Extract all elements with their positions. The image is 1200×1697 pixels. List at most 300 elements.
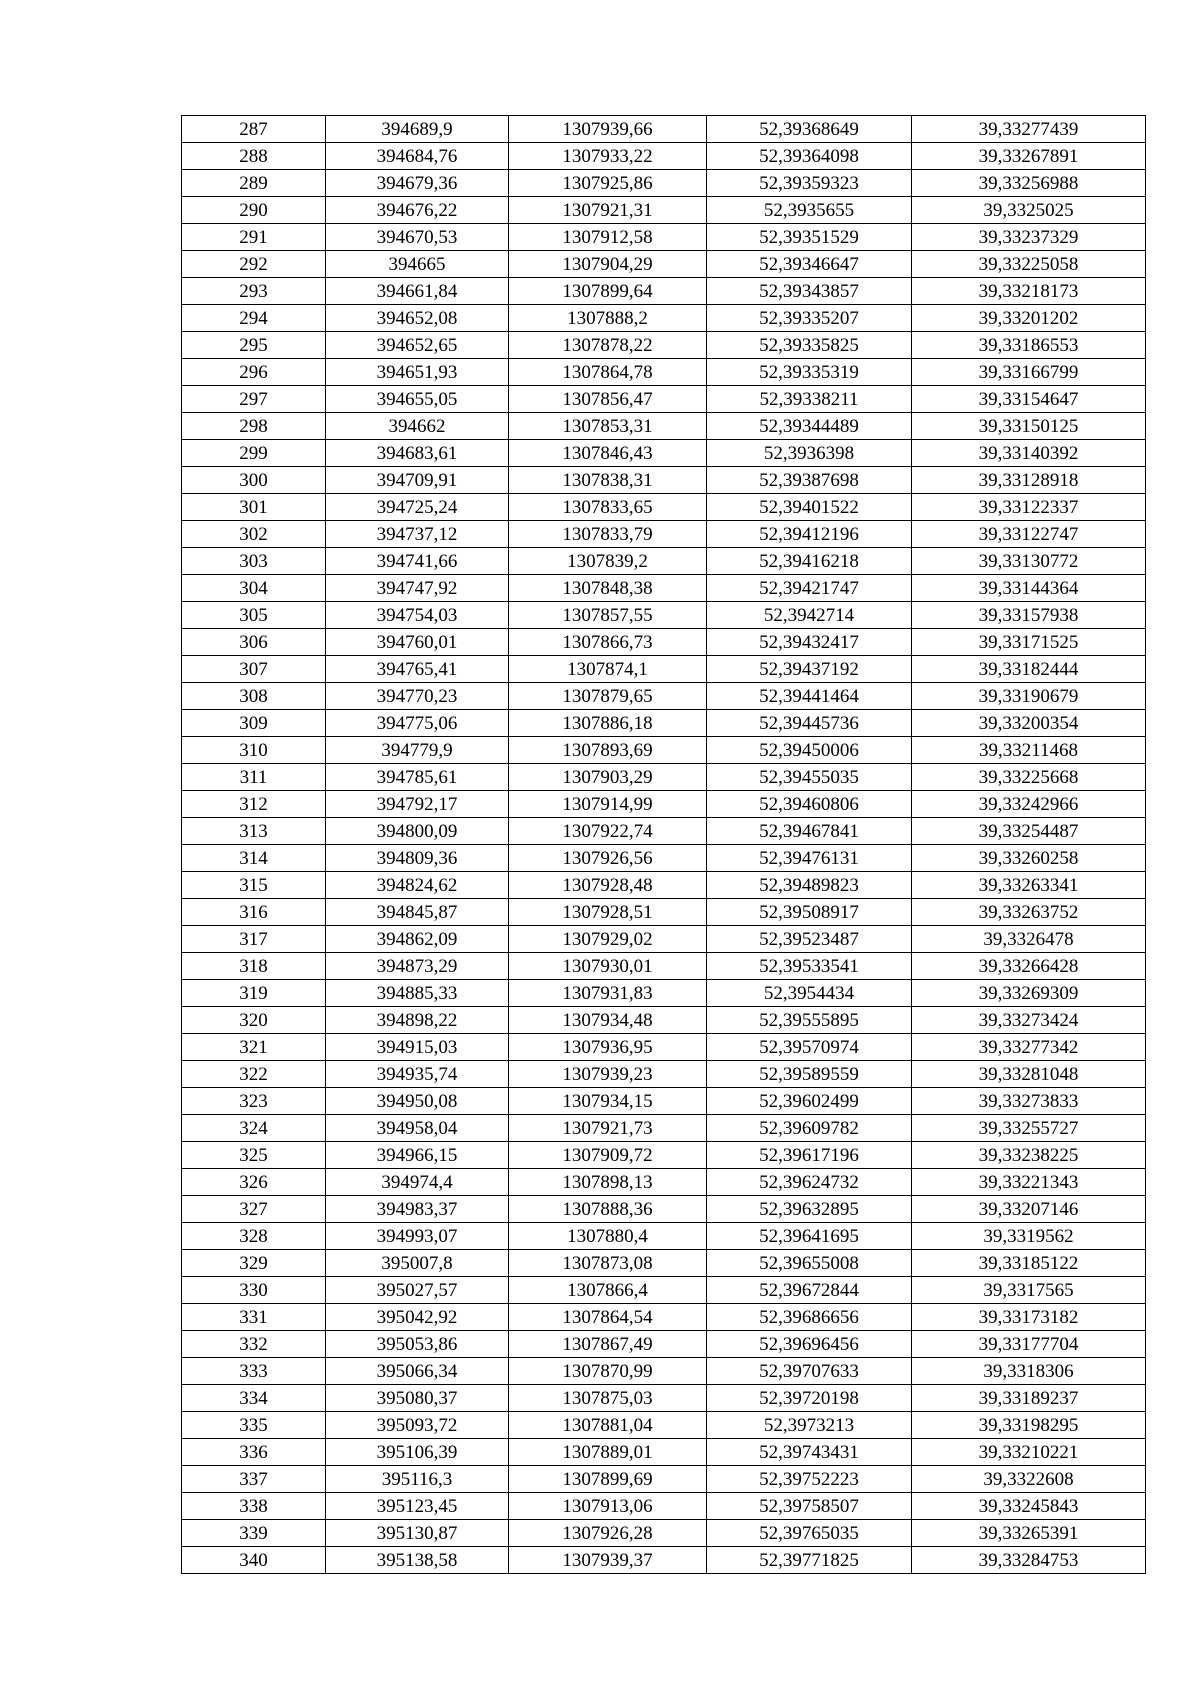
x-coordinate-cell: 395138,58 [326, 1547, 509, 1574]
point-number-cell: 296 [182, 359, 326, 386]
point-number-cell: 304 [182, 575, 326, 602]
table-row [182, 251, 1146, 278]
coordinates-table-body [182, 116, 1146, 1574]
table-row [182, 1088, 1146, 1115]
table-row [182, 926, 1146, 953]
table-row [182, 899, 1146, 926]
longitude-cell: 39,33218173 [912, 278, 1146, 305]
y-coordinate-cell: 1307881,04 [509, 1412, 707, 1439]
y-coordinate-cell: 1307864,78 [509, 359, 707, 386]
table-row [182, 467, 1146, 494]
y-coordinate-cell: 1307853,31 [509, 413, 707, 440]
latitude-cell: 52,39412196 [707, 521, 912, 548]
point-number-cell: 308 [182, 683, 326, 710]
x-coordinate-cell: 394652,65 [326, 332, 509, 359]
point-number-cell: 291 [182, 224, 326, 251]
latitude-cell: 52,39351529 [707, 224, 912, 251]
y-coordinate-cell: 1307926,56 [509, 845, 707, 872]
table-row [182, 737, 1146, 764]
table-row [182, 575, 1146, 602]
table-row [182, 197, 1146, 224]
longitude-cell: 39,33284753 [912, 1547, 1146, 1574]
latitude-cell: 52,39617196 [707, 1142, 912, 1169]
latitude-cell: 52,39758507 [707, 1493, 912, 1520]
table-row [182, 629, 1146, 656]
table-row [182, 494, 1146, 521]
y-coordinate-cell: 1307873,08 [509, 1250, 707, 1277]
latitude-cell: 52,39609782 [707, 1115, 912, 1142]
latitude-cell: 52,39602499 [707, 1088, 912, 1115]
point-number-cell: 320 [182, 1007, 326, 1034]
x-coordinate-cell: 394652,08 [326, 305, 509, 332]
latitude-cell: 52,39441464 [707, 683, 912, 710]
x-coordinate-cell: 395130,87 [326, 1520, 509, 1547]
coordinates-table [181, 115, 1146, 1574]
point-number-cell: 313 [182, 818, 326, 845]
longitude-cell: 39,3326478 [912, 926, 1146, 953]
point-number-cell: 295 [182, 332, 326, 359]
longitude-cell: 39,33265391 [912, 1520, 1146, 1547]
longitude-cell: 39,33245843 [912, 1493, 1146, 1520]
y-coordinate-cell: 1307888,36 [509, 1196, 707, 1223]
x-coordinate-cell: 394950,08 [326, 1088, 509, 1115]
longitude-cell: 39,33200354 [912, 710, 1146, 737]
latitude-cell: 52,3942714 [707, 602, 912, 629]
table-row [182, 116, 1146, 143]
latitude-cell: 52,39368649 [707, 116, 912, 143]
table-row [182, 1196, 1146, 1223]
table-row [182, 710, 1146, 737]
latitude-cell: 52,39655008 [707, 1250, 912, 1277]
latitude-cell: 52,39467841 [707, 818, 912, 845]
table-row [182, 980, 1146, 1007]
x-coordinate-cell: 394915,03 [326, 1034, 509, 1061]
longitude-cell: 39,33242966 [912, 791, 1146, 818]
x-coordinate-cell: 394993,07 [326, 1223, 509, 1250]
x-coordinate-cell: 394676,22 [326, 197, 509, 224]
x-coordinate-cell: 394754,03 [326, 602, 509, 629]
y-coordinate-cell: 1307921,31 [509, 197, 707, 224]
longitude-cell: 39,33186553 [912, 332, 1146, 359]
x-coordinate-cell: 394974,4 [326, 1169, 509, 1196]
x-coordinate-cell: 394689,9 [326, 116, 509, 143]
latitude-cell: 52,39589559 [707, 1061, 912, 1088]
x-coordinate-cell: 394679,36 [326, 170, 509, 197]
point-number-cell: 329 [182, 1250, 326, 1277]
longitude-cell: 39,33263752 [912, 899, 1146, 926]
x-coordinate-cell: 395042,92 [326, 1304, 509, 1331]
longitude-cell: 39,33185122 [912, 1250, 1146, 1277]
longitude-cell: 39,3322608 [912, 1466, 1146, 1493]
x-coordinate-cell: 394935,74 [326, 1061, 509, 1088]
point-number-cell: 321 [182, 1034, 326, 1061]
x-coordinate-cell: 395007,8 [326, 1250, 509, 1277]
latitude-cell: 52,39338211 [707, 386, 912, 413]
point-number-cell: 335 [182, 1412, 326, 1439]
latitude-cell: 52,39489823 [707, 872, 912, 899]
table-row [182, 1466, 1146, 1493]
x-coordinate-cell: 394651,93 [326, 359, 509, 386]
longitude-cell: 39,33281048 [912, 1061, 1146, 1088]
table-row [182, 953, 1146, 980]
y-coordinate-cell: 1307864,54 [509, 1304, 707, 1331]
x-coordinate-cell: 394779,9 [326, 737, 509, 764]
point-number-cell: 324 [182, 1115, 326, 1142]
table-row [182, 1250, 1146, 1277]
point-number-cell: 338 [182, 1493, 326, 1520]
y-coordinate-cell: 1307857,55 [509, 602, 707, 629]
y-coordinate-cell: 1307898,13 [509, 1169, 707, 1196]
x-coordinate-cell: 394898,22 [326, 1007, 509, 1034]
latitude-cell: 52,3935655 [707, 197, 912, 224]
y-coordinate-cell: 1307886,18 [509, 710, 707, 737]
y-coordinate-cell: 1307888,2 [509, 305, 707, 332]
x-coordinate-cell: 394792,17 [326, 791, 509, 818]
longitude-cell: 39,33150125 [912, 413, 1146, 440]
x-coordinate-cell: 395106,39 [326, 1439, 509, 1466]
y-coordinate-cell: 1307880,4 [509, 1223, 707, 1250]
latitude-cell: 52,39533541 [707, 953, 912, 980]
y-coordinate-cell: 1307934,48 [509, 1007, 707, 1034]
longitude-cell: 39,33277342 [912, 1034, 1146, 1061]
y-coordinate-cell: 1307913,06 [509, 1493, 707, 1520]
point-number-cell: 312 [182, 791, 326, 818]
y-coordinate-cell: 1307904,29 [509, 251, 707, 278]
latitude-cell: 52,39335825 [707, 332, 912, 359]
x-coordinate-cell: 394741,66 [326, 548, 509, 575]
longitude-cell: 39,33166799 [912, 359, 1146, 386]
longitude-cell: 39,3319562 [912, 1223, 1146, 1250]
point-number-cell: 314 [182, 845, 326, 872]
table-row [182, 1304, 1146, 1331]
x-coordinate-cell: 394655,05 [326, 386, 509, 413]
table-row [182, 1061, 1146, 1088]
latitude-cell: 52,39344489 [707, 413, 912, 440]
latitude-cell: 52,39364098 [707, 143, 912, 170]
point-number-cell: 326 [182, 1169, 326, 1196]
table-row [182, 413, 1146, 440]
x-coordinate-cell: 394862,09 [326, 926, 509, 953]
longitude-cell: 39,3317565 [912, 1277, 1146, 1304]
table-row [182, 1007, 1146, 1034]
point-number-cell: 340 [182, 1547, 326, 1574]
latitude-cell: 52,39421747 [707, 575, 912, 602]
y-coordinate-cell: 1307838,31 [509, 467, 707, 494]
longitude-cell: 39,33130772 [912, 548, 1146, 575]
latitude-cell: 52,39686656 [707, 1304, 912, 1331]
y-coordinate-cell: 1307909,72 [509, 1142, 707, 1169]
x-coordinate-cell: 394747,92 [326, 575, 509, 602]
y-coordinate-cell: 1307874,1 [509, 656, 707, 683]
y-coordinate-cell: 1307870,99 [509, 1358, 707, 1385]
latitude-cell: 52,39476131 [707, 845, 912, 872]
latitude-cell: 52,39570974 [707, 1034, 912, 1061]
point-number-cell: 332 [182, 1331, 326, 1358]
point-number-cell: 316 [182, 899, 326, 926]
x-coordinate-cell: 395027,57 [326, 1277, 509, 1304]
longitude-cell: 39,33189237 [912, 1385, 1146, 1412]
y-coordinate-cell: 1307912,58 [509, 224, 707, 251]
latitude-cell: 52,3954434 [707, 980, 912, 1007]
point-number-cell: 327 [182, 1196, 326, 1223]
x-coordinate-cell: 394775,06 [326, 710, 509, 737]
table-row [182, 224, 1146, 251]
latitude-cell: 52,39346647 [707, 251, 912, 278]
x-coordinate-cell: 394737,12 [326, 521, 509, 548]
longitude-cell: 39,33201202 [912, 305, 1146, 332]
longitude-cell: 39,33154647 [912, 386, 1146, 413]
table-row [182, 791, 1146, 818]
y-coordinate-cell: 1307879,65 [509, 683, 707, 710]
y-coordinate-cell: 1307889,01 [509, 1439, 707, 1466]
y-coordinate-cell: 1307922,74 [509, 818, 707, 845]
latitude-cell: 52,39555895 [707, 1007, 912, 1034]
table-row [182, 1277, 1146, 1304]
longitude-cell: 39,33122337 [912, 494, 1146, 521]
latitude-cell: 52,39445736 [707, 710, 912, 737]
table-row [182, 1547, 1146, 1574]
point-number-cell: 303 [182, 548, 326, 575]
longitude-cell: 39,33269309 [912, 980, 1146, 1007]
latitude-cell: 52,39359323 [707, 170, 912, 197]
y-coordinate-cell: 1307866,73 [509, 629, 707, 656]
y-coordinate-cell: 1307926,28 [509, 1520, 707, 1547]
y-coordinate-cell: 1307928,51 [509, 899, 707, 926]
latitude-cell: 52,39387698 [707, 467, 912, 494]
longitude-cell: 39,33157938 [912, 602, 1146, 629]
point-number-cell: 287 [182, 116, 326, 143]
point-number-cell: 309 [182, 710, 326, 737]
table-row [182, 1034, 1146, 1061]
x-coordinate-cell: 395066,34 [326, 1358, 509, 1385]
table-row [182, 1223, 1146, 1250]
table-row [182, 1493, 1146, 1520]
y-coordinate-cell: 1307903,29 [509, 764, 707, 791]
point-number-cell: 310 [182, 737, 326, 764]
table-row [182, 1169, 1146, 1196]
y-coordinate-cell: 1307939,37 [509, 1547, 707, 1574]
x-coordinate-cell: 395080,37 [326, 1385, 509, 1412]
latitude-cell: 52,39752223 [707, 1466, 912, 1493]
point-number-cell: 319 [182, 980, 326, 1007]
x-coordinate-cell: 394670,53 [326, 224, 509, 251]
latitude-cell: 52,39401522 [707, 494, 912, 521]
longitude-cell: 39,3318306 [912, 1358, 1146, 1385]
y-coordinate-cell: 1307933,22 [509, 143, 707, 170]
table-row [182, 683, 1146, 710]
longitude-cell: 39,33211468 [912, 737, 1146, 764]
point-number-cell: 300 [182, 467, 326, 494]
latitude-cell: 52,3936398 [707, 440, 912, 467]
point-number-cell: 305 [182, 602, 326, 629]
point-number-cell: 311 [182, 764, 326, 791]
x-coordinate-cell: 394824,62 [326, 872, 509, 899]
table-row [182, 1331, 1146, 1358]
x-coordinate-cell: 394662 [326, 413, 509, 440]
longitude-cell: 39,33122747 [912, 521, 1146, 548]
longitude-cell: 39,33182444 [912, 656, 1146, 683]
point-number-cell: 325 [182, 1142, 326, 1169]
x-coordinate-cell: 394661,84 [326, 278, 509, 305]
x-coordinate-cell: 394665 [326, 251, 509, 278]
point-number-cell: 315 [182, 872, 326, 899]
y-coordinate-cell: 1307939,66 [509, 116, 707, 143]
x-coordinate-cell: 394983,37 [326, 1196, 509, 1223]
longitude-cell: 39,33273833 [912, 1088, 1146, 1115]
point-number-cell: 317 [182, 926, 326, 953]
x-coordinate-cell: 394683,61 [326, 440, 509, 467]
y-coordinate-cell: 1307936,95 [509, 1034, 707, 1061]
x-coordinate-cell: 395093,72 [326, 1412, 509, 1439]
x-coordinate-cell: 394765,41 [326, 656, 509, 683]
table-row [182, 845, 1146, 872]
y-coordinate-cell: 1307875,03 [509, 1385, 707, 1412]
longitude-cell: 39,3325025 [912, 197, 1146, 224]
longitude-cell: 39,33277439 [912, 116, 1146, 143]
x-coordinate-cell: 394709,91 [326, 467, 509, 494]
y-coordinate-cell: 1307846,43 [509, 440, 707, 467]
y-coordinate-cell: 1307914,99 [509, 791, 707, 818]
latitude-cell: 52,39343857 [707, 278, 912, 305]
table-row [182, 656, 1146, 683]
y-coordinate-cell: 1307833,65 [509, 494, 707, 521]
latitude-cell: 52,39523487 [707, 926, 912, 953]
y-coordinate-cell: 1307928,48 [509, 872, 707, 899]
latitude-cell: 52,39765035 [707, 1520, 912, 1547]
point-number-cell: 293 [182, 278, 326, 305]
y-coordinate-cell: 1307848,38 [509, 575, 707, 602]
longitude-cell: 39,33267891 [912, 143, 1146, 170]
longitude-cell: 39,33238225 [912, 1142, 1146, 1169]
y-coordinate-cell: 1307899,64 [509, 278, 707, 305]
longitude-cell: 39,33255727 [912, 1115, 1146, 1142]
point-number-cell: 301 [182, 494, 326, 521]
point-number-cell: 294 [182, 305, 326, 332]
longitude-cell: 39,33128918 [912, 467, 1146, 494]
latitude-cell: 52,39455035 [707, 764, 912, 791]
point-number-cell: 330 [182, 1277, 326, 1304]
x-coordinate-cell: 394800,09 [326, 818, 509, 845]
table-row [182, 278, 1146, 305]
table-row [182, 1439, 1146, 1466]
y-coordinate-cell: 1307921,73 [509, 1115, 707, 1142]
y-coordinate-cell: 1307867,49 [509, 1331, 707, 1358]
longitude-cell: 39,33140392 [912, 440, 1146, 467]
point-number-cell: 336 [182, 1439, 326, 1466]
latitude-cell: 52,39508917 [707, 899, 912, 926]
longitude-cell: 39,33198295 [912, 1412, 1146, 1439]
table-row [182, 359, 1146, 386]
latitude-cell: 52,39437192 [707, 656, 912, 683]
point-number-cell: 337 [182, 1466, 326, 1493]
longitude-cell: 39,33210221 [912, 1439, 1146, 1466]
longitude-cell: 39,33254487 [912, 818, 1146, 845]
latitude-cell: 52,39672844 [707, 1277, 912, 1304]
x-coordinate-cell: 395123,45 [326, 1493, 509, 1520]
table-row [182, 332, 1146, 359]
y-coordinate-cell: 1307925,86 [509, 170, 707, 197]
y-coordinate-cell: 1307833,79 [509, 521, 707, 548]
y-coordinate-cell: 1307893,69 [509, 737, 707, 764]
latitude-cell: 52,39696456 [707, 1331, 912, 1358]
latitude-cell: 52,39335207 [707, 305, 912, 332]
table-row [182, 305, 1146, 332]
longitude-cell: 39,33260258 [912, 845, 1146, 872]
latitude-cell: 52,39641695 [707, 1223, 912, 1250]
y-coordinate-cell: 1307878,22 [509, 332, 707, 359]
y-coordinate-cell: 1307930,01 [509, 953, 707, 980]
point-number-cell: 288 [182, 143, 326, 170]
longitude-cell: 39,33225058 [912, 251, 1146, 278]
y-coordinate-cell: 1307839,2 [509, 548, 707, 575]
point-number-cell: 289 [182, 170, 326, 197]
point-number-cell: 323 [182, 1088, 326, 1115]
point-number-cell: 297 [182, 386, 326, 413]
latitude-cell: 52,39460806 [707, 791, 912, 818]
x-coordinate-cell: 394809,36 [326, 845, 509, 872]
point-number-cell: 299 [182, 440, 326, 467]
latitude-cell: 52,39632895 [707, 1196, 912, 1223]
point-number-cell: 302 [182, 521, 326, 548]
y-coordinate-cell: 1307929,02 [509, 926, 707, 953]
point-number-cell: 318 [182, 953, 326, 980]
point-number-cell: 322 [182, 1061, 326, 1088]
x-coordinate-cell: 394966,15 [326, 1142, 509, 1169]
point-number-cell: 333 [182, 1358, 326, 1385]
table-row [182, 872, 1146, 899]
point-number-cell: 331 [182, 1304, 326, 1331]
longitude-cell: 39,33225668 [912, 764, 1146, 791]
table-row [182, 1358, 1146, 1385]
longitude-cell: 39,33207146 [912, 1196, 1146, 1223]
longitude-cell: 39,33263341 [912, 872, 1146, 899]
y-coordinate-cell: 1307934,15 [509, 1088, 707, 1115]
longitude-cell: 39,33171525 [912, 629, 1146, 656]
table-row [182, 143, 1146, 170]
point-number-cell: 306 [182, 629, 326, 656]
longitude-cell: 39,33256988 [912, 170, 1146, 197]
x-coordinate-cell: 394684,76 [326, 143, 509, 170]
latitude-cell: 52,39624732 [707, 1169, 912, 1196]
point-number-cell: 307 [182, 656, 326, 683]
latitude-cell: 52,39335319 [707, 359, 912, 386]
x-coordinate-cell: 394873,29 [326, 953, 509, 980]
table-row [182, 170, 1146, 197]
x-coordinate-cell: 394725,24 [326, 494, 509, 521]
y-coordinate-cell: 1307899,69 [509, 1466, 707, 1493]
latitude-cell: 52,39771825 [707, 1547, 912, 1574]
latitude-cell: 52,39743431 [707, 1439, 912, 1466]
table-row [182, 1115, 1146, 1142]
longitude-cell: 39,33190679 [912, 683, 1146, 710]
table-row [182, 548, 1146, 575]
longitude-cell: 39,33173182 [912, 1304, 1146, 1331]
x-coordinate-cell: 395116,3 [326, 1466, 509, 1493]
longitude-cell: 39,33266428 [912, 953, 1146, 980]
table-row [182, 521, 1146, 548]
longitude-cell: 39,33144364 [912, 575, 1146, 602]
longitude-cell: 39,33177704 [912, 1331, 1146, 1358]
table-row [182, 602, 1146, 629]
longitude-cell: 39,33221343 [912, 1169, 1146, 1196]
latitude-cell: 52,39450006 [707, 737, 912, 764]
table-row [182, 764, 1146, 791]
y-coordinate-cell: 1307939,23 [509, 1061, 707, 1088]
table-row [182, 440, 1146, 467]
longitude-cell: 39,33273424 [912, 1007, 1146, 1034]
latitude-cell: 52,39707633 [707, 1358, 912, 1385]
latitude-cell: 52,3973213 [707, 1412, 912, 1439]
